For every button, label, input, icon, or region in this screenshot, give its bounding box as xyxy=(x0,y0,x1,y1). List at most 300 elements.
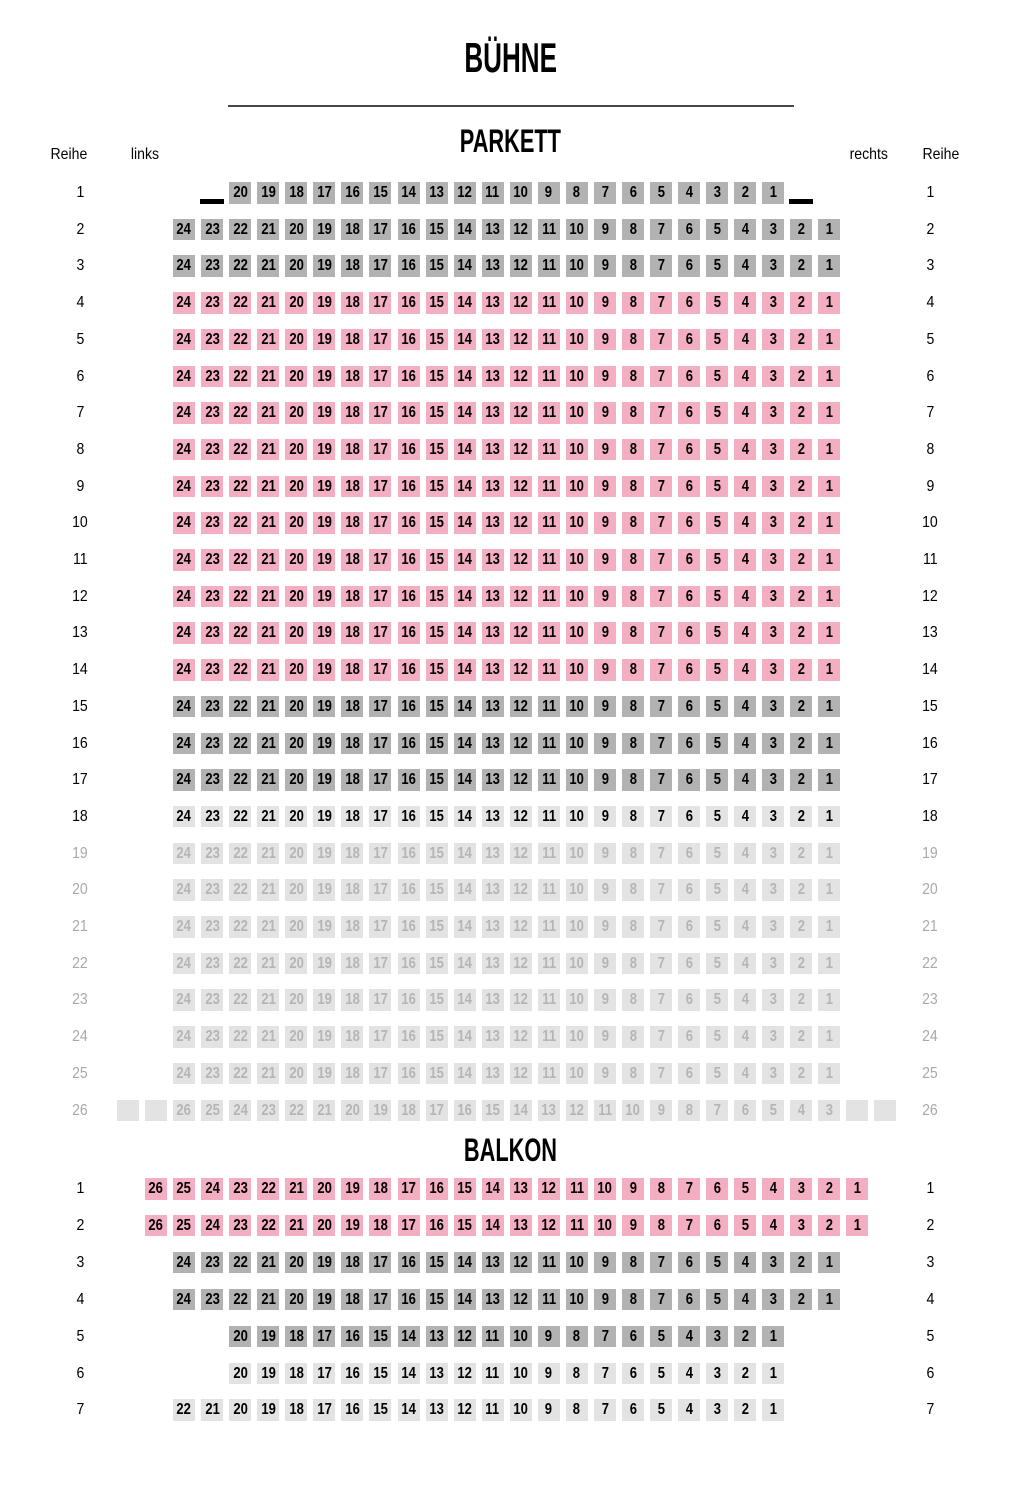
seat-parkett-r14-7[interactable] xyxy=(650,659,672,681)
seat-parkett-r1-13[interactable] xyxy=(426,182,448,204)
seat-parkett-r8-18[interactable] xyxy=(341,439,363,461)
seat-parkett-r6-15[interactable] xyxy=(426,366,448,388)
seat-parkett-r16-7[interactable] xyxy=(650,733,672,755)
seat-parkett-r1-6[interactable] xyxy=(622,182,644,204)
seat-parkett-r6-11[interactable] xyxy=(538,366,560,388)
seat-parkett-r1-14[interactable] xyxy=(398,182,420,204)
seat-parkett-r2-5[interactable] xyxy=(706,219,728,241)
seat-balkon-r4-15[interactable] xyxy=(426,1289,448,1311)
seat-parkett-r13-24[interactable] xyxy=(173,622,195,644)
seat-parkett-r2-23[interactable] xyxy=(201,219,223,241)
seat-parkett-r8-12[interactable] xyxy=(510,439,532,461)
seat-parkett-r13-19[interactable] xyxy=(313,622,335,644)
seat-balkon-r2-12[interactable] xyxy=(538,1215,560,1237)
seat-balkon-r2-18[interactable] xyxy=(369,1215,391,1237)
seat-parkett-r15-2[interactable] xyxy=(790,696,812,718)
seat-parkett-r4-24[interactable] xyxy=(173,292,195,314)
seat-balkon-r6-5[interactable] xyxy=(650,1363,672,1385)
seat-balkon-r1-4[interactable] xyxy=(762,1178,784,1200)
seat-balkon-r3-7[interactable] xyxy=(650,1252,672,1274)
seat-parkett-r16-6[interactable] xyxy=(678,733,700,755)
seat-parkett-r6-10[interactable] xyxy=(566,366,588,388)
seat-parkett-r12-1[interactable] xyxy=(818,586,840,608)
seat-parkett-r14-10[interactable] xyxy=(566,659,588,681)
seat-parkett-r9-18[interactable] xyxy=(341,476,363,498)
seat-balkon-r7-21[interactable] xyxy=(201,1399,223,1421)
seat-balkon-r7-9[interactable] xyxy=(538,1399,560,1421)
seat-balkon-r3-2[interactable] xyxy=(790,1252,812,1274)
seat-parkett-r8-14[interactable] xyxy=(454,439,476,461)
seat-balkon-r2-7[interactable] xyxy=(678,1215,700,1237)
seat-balkon-r7-13[interactable] xyxy=(426,1399,448,1421)
seat-parkett-r1-2[interactable] xyxy=(734,182,756,204)
seat-parkett-r8-2[interactable] xyxy=(790,439,812,461)
seat-parkett-r13-5[interactable] xyxy=(706,622,728,644)
seat-balkon-r1-23[interactable] xyxy=(229,1178,251,1200)
seat-parkett-r2-7[interactable] xyxy=(650,219,672,241)
seat-balkon-r1-11[interactable] xyxy=(566,1178,588,1200)
seat-parkett-r6-9[interactable] xyxy=(594,366,616,388)
seat-parkett-r18-8[interactable] xyxy=(622,806,644,828)
seat-parkett-r17-21[interactable] xyxy=(257,769,279,791)
seat-balkon-r1-15[interactable] xyxy=(454,1178,476,1200)
seat-parkett-r9-16[interactable] xyxy=(398,476,420,498)
seat-parkett-r12-20[interactable] xyxy=(285,586,307,608)
seat-parkett-r10-7[interactable] xyxy=(650,512,672,534)
seat-parkett-r12-14[interactable] xyxy=(454,586,476,608)
seat-parkett-r11-14[interactable] xyxy=(454,549,476,571)
seat-balkon-r6-19[interactable] xyxy=(257,1363,279,1385)
seat-parkett-r17-17[interactable] xyxy=(369,769,391,791)
seat-parkett-r9-11[interactable] xyxy=(538,476,560,498)
seat-parkett-r12-6[interactable] xyxy=(678,586,700,608)
seat-balkon-r1-26[interactable] xyxy=(145,1178,167,1200)
seat-parkett-r7-5[interactable] xyxy=(706,402,728,424)
seat-parkett-r17-7[interactable] xyxy=(650,769,672,791)
seat-balkon-r5-5[interactable] xyxy=(650,1326,672,1348)
seat-parkett-r11-8[interactable] xyxy=(622,549,644,571)
seat-parkett-r2-24[interactable] xyxy=(173,219,195,241)
seat-parkett-r15-3[interactable] xyxy=(762,696,784,718)
seat-parkett-r8-6[interactable] xyxy=(678,439,700,461)
seat-balkon-r1-16[interactable] xyxy=(426,1178,448,1200)
seat-balkon-r6-8[interactable] xyxy=(566,1363,588,1385)
seat-parkett-r16-1[interactable] xyxy=(818,733,840,755)
seat-parkett-r7-7[interactable] xyxy=(650,402,672,424)
seat-parkett-r2-6[interactable] xyxy=(678,219,700,241)
seat-parkett-r15-24[interactable] xyxy=(173,696,195,718)
seat-parkett-r10-22[interactable] xyxy=(229,512,251,534)
seat-parkett-r17-11[interactable] xyxy=(538,769,560,791)
seat-balkon-r5-3[interactable] xyxy=(706,1326,728,1348)
seat-parkett-r9-7[interactable] xyxy=(650,476,672,498)
seat-parkett-r13-3[interactable] xyxy=(762,622,784,644)
seat-parkett-r4-22[interactable] xyxy=(229,292,251,314)
seat-parkett-r9-9[interactable] xyxy=(594,476,616,498)
seat-parkett-r3-12[interactable] xyxy=(510,255,532,277)
seat-balkon-r6-10[interactable] xyxy=(510,1363,532,1385)
seat-parkett-r9-1[interactable] xyxy=(818,476,840,498)
seat-parkett-r14-24[interactable] xyxy=(173,659,195,681)
seat-parkett-r6-19[interactable] xyxy=(313,366,335,388)
seat-parkett-r4-14[interactable] xyxy=(454,292,476,314)
seat-parkett-r6-16[interactable] xyxy=(398,366,420,388)
seat-parkett-r10-20[interactable] xyxy=(285,512,307,534)
seat-parkett-r8-10[interactable] xyxy=(566,439,588,461)
seat-parkett-r15-20[interactable] xyxy=(285,696,307,718)
seat-parkett-r5-15[interactable] xyxy=(426,329,448,351)
seat-parkett-r4-12[interactable] xyxy=(510,292,532,314)
seat-parkett-r13-7[interactable] xyxy=(650,622,672,644)
seat-parkett-r1-18[interactable] xyxy=(285,182,307,204)
seat-balkon-r5-11[interactable] xyxy=(482,1326,504,1348)
seat-balkon-r1-5[interactable] xyxy=(734,1178,756,1200)
seat-parkett-r3-15[interactable] xyxy=(426,255,448,277)
seat-parkett-r18-12[interactable] xyxy=(510,806,532,828)
seat-balkon-r5-20[interactable] xyxy=(229,1326,251,1348)
seat-parkett-r10-3[interactable] xyxy=(762,512,784,534)
seat-parkett-r15-1[interactable] xyxy=(818,696,840,718)
seat-balkon-r1-1[interactable] xyxy=(846,1178,868,1200)
seat-parkett-r2-10[interactable] xyxy=(566,219,588,241)
seat-parkett-r12-21[interactable] xyxy=(257,586,279,608)
seat-parkett-r3-18[interactable] xyxy=(341,255,363,277)
seat-balkon-r3-23[interactable] xyxy=(201,1252,223,1274)
seat-balkon-r3-17[interactable] xyxy=(369,1252,391,1274)
seat-balkon-r2-21[interactable] xyxy=(285,1215,307,1237)
seat-balkon-r4-18[interactable] xyxy=(341,1289,363,1311)
seat-balkon-r3-3[interactable] xyxy=(762,1252,784,1274)
seat-parkett-r3-2[interactable] xyxy=(790,255,812,277)
seat-parkett-r18-21[interactable] xyxy=(257,806,279,828)
seat-parkett-r5-11[interactable] xyxy=(538,329,560,351)
seat-balkon-r1-13[interactable] xyxy=(510,1178,532,1200)
seat-balkon-r5-12[interactable] xyxy=(454,1326,476,1348)
seat-parkett-r9-17[interactable] xyxy=(369,476,391,498)
seat-parkett-r3-19[interactable] xyxy=(313,255,335,277)
seat-parkett-r5-19[interactable] xyxy=(313,329,335,351)
seat-parkett-r18-19[interactable] xyxy=(313,806,335,828)
seat-parkett-r9-15[interactable] xyxy=(426,476,448,498)
seat-parkett-r11-19[interactable] xyxy=(313,549,335,571)
seat-parkett-r17-5[interactable] xyxy=(706,769,728,791)
seat-parkett-r4-5[interactable] xyxy=(706,292,728,314)
seat-parkett-r5-5[interactable] xyxy=(706,329,728,351)
seat-parkett-r7-6[interactable] xyxy=(678,402,700,424)
seat-balkon-r7-17[interactable] xyxy=(313,1399,335,1421)
seat-parkett-r4-9[interactable] xyxy=(594,292,616,314)
seat-parkett-r15-16[interactable] xyxy=(398,696,420,718)
seat-parkett-r10-15[interactable] xyxy=(426,512,448,534)
seat-parkett-r16-21[interactable] xyxy=(257,733,279,755)
seat-parkett-r5-9[interactable] xyxy=(594,329,616,351)
seat-parkett-r6-17[interactable] xyxy=(369,366,391,388)
seat-balkon-r6-4[interactable] xyxy=(678,1363,700,1385)
seat-parkett-r9-24[interactable] xyxy=(173,476,195,498)
seat-parkett-r15-7[interactable] xyxy=(650,696,672,718)
seat-parkett-r18-2[interactable] xyxy=(790,806,812,828)
seat-parkett-r15-14[interactable] xyxy=(454,696,476,718)
seat-parkett-r18-10[interactable] xyxy=(566,806,588,828)
seat-balkon-r7-8[interactable] xyxy=(566,1399,588,1421)
seat-parkett-r5-16[interactable] xyxy=(398,329,420,351)
seat-parkett-r11-9[interactable] xyxy=(594,549,616,571)
seat-balkon-r4-14[interactable] xyxy=(454,1289,476,1311)
seat-balkon-r6-16[interactable] xyxy=(341,1363,363,1385)
seat-parkett-r2-22[interactable] xyxy=(229,219,251,241)
seat-parkett-r12-24[interactable] xyxy=(173,586,195,608)
seat-parkett-r7-16[interactable] xyxy=(398,402,420,424)
seat-parkett-r11-23[interactable] xyxy=(201,549,223,571)
seat-parkett-r13-12[interactable] xyxy=(510,622,532,644)
seat-parkett-r16-23[interactable] xyxy=(201,733,223,755)
seat-parkett-r12-15[interactable] xyxy=(426,586,448,608)
seat-balkon-r5-9[interactable] xyxy=(538,1326,560,1348)
seat-parkett-r2-18[interactable] xyxy=(341,219,363,241)
seat-parkett-r2-1[interactable] xyxy=(818,219,840,241)
seat-balkon-r4-6[interactable] xyxy=(678,1289,700,1311)
seat-parkett-r8-7[interactable] xyxy=(650,439,672,461)
seat-parkett-r15-19[interactable] xyxy=(313,696,335,718)
seat-balkon-r2-10[interactable] xyxy=(594,1215,616,1237)
seat-balkon-r3-20[interactable] xyxy=(285,1252,307,1274)
seat-balkon-r7-16[interactable] xyxy=(341,1399,363,1421)
seat-parkett-r8-17[interactable] xyxy=(369,439,391,461)
seat-balkon-r2-3[interactable] xyxy=(790,1215,812,1237)
seat-parkett-r16-22[interactable] xyxy=(229,733,251,755)
seat-balkon-r3-19[interactable] xyxy=(313,1252,335,1274)
seat-parkett-r12-8[interactable] xyxy=(622,586,644,608)
seat-parkett-r6-4[interactable] xyxy=(734,366,756,388)
seat-parkett-r17-6[interactable] xyxy=(678,769,700,791)
seat-parkett-r11-16[interactable] xyxy=(398,549,420,571)
seat-parkett-r14-2[interactable] xyxy=(790,659,812,681)
seat-parkett-r4-6[interactable] xyxy=(678,292,700,314)
seat-parkett-r8-13[interactable] xyxy=(482,439,504,461)
seat-parkett-r9-14[interactable] xyxy=(454,476,476,498)
seat-parkett-r1-7[interactable] xyxy=(594,182,616,204)
seat-parkett-r14-4[interactable] xyxy=(734,659,756,681)
seat-balkon-r5-16[interactable] xyxy=(341,1326,363,1348)
seat-balkon-r1-14[interactable] xyxy=(482,1178,504,1200)
seat-parkett-r6-22[interactable] xyxy=(229,366,251,388)
seat-balkon-r5-14[interactable] xyxy=(398,1326,420,1348)
seat-balkon-r1-2[interactable] xyxy=(818,1178,840,1200)
seat-balkon-r2-17[interactable] xyxy=(398,1215,420,1237)
seat-parkett-r13-14[interactable] xyxy=(454,622,476,644)
seat-parkett-r18-17[interactable] xyxy=(369,806,391,828)
seat-balkon-r3-15[interactable] xyxy=(426,1252,448,1274)
seat-parkett-r2-13[interactable] xyxy=(482,219,504,241)
seat-balkon-r3-9[interactable] xyxy=(594,1252,616,1274)
seat-balkon-r2-26[interactable] xyxy=(145,1215,167,1237)
seat-parkett-r3-6[interactable] xyxy=(678,255,700,277)
seat-parkett-r15-13[interactable] xyxy=(482,696,504,718)
seat-balkon-r1-20[interactable] xyxy=(313,1178,335,1200)
seat-parkett-r18-15[interactable] xyxy=(426,806,448,828)
seat-parkett-r9-4[interactable] xyxy=(734,476,756,498)
seat-balkon-r2-1[interactable] xyxy=(846,1215,868,1237)
seat-parkett-r18-22[interactable] xyxy=(229,806,251,828)
seat-parkett-r15-15[interactable] xyxy=(426,696,448,718)
seat-parkett-r10-17[interactable] xyxy=(369,512,391,534)
seat-parkett-r11-2[interactable] xyxy=(790,549,812,571)
seat-balkon-r4-4[interactable] xyxy=(734,1289,756,1311)
seat-parkett-r13-9[interactable] xyxy=(594,622,616,644)
seat-parkett-r10-8[interactable] xyxy=(622,512,644,534)
seat-balkon-r4-1[interactable] xyxy=(818,1289,840,1311)
seat-parkett-r3-4[interactable] xyxy=(734,255,756,277)
seat-balkon-r5-15[interactable] xyxy=(369,1326,391,1348)
seat-balkon-r1-17[interactable] xyxy=(398,1178,420,1200)
seat-balkon-r7-18[interactable] xyxy=(285,1399,307,1421)
seat-parkett-r16-4[interactable] xyxy=(734,733,756,755)
seat-parkett-r17-3[interactable] xyxy=(762,769,784,791)
seat-parkett-r2-17[interactable] xyxy=(369,219,391,241)
seat-parkett-r17-19[interactable] xyxy=(313,769,335,791)
seat-parkett-r7-18[interactable] xyxy=(341,402,363,424)
seat-parkett-r9-8[interactable] xyxy=(622,476,644,498)
seat-balkon-r4-9[interactable] xyxy=(594,1289,616,1311)
seat-parkett-r9-19[interactable] xyxy=(313,476,335,498)
seat-parkett-r15-4[interactable] xyxy=(734,696,756,718)
seat-parkett-r13-1[interactable] xyxy=(818,622,840,644)
seat-parkett-r1-16[interactable] xyxy=(341,182,363,204)
seat-parkett-r15-22[interactable] xyxy=(229,696,251,718)
seat-parkett-r6-5[interactable] xyxy=(706,366,728,388)
seat-parkett-r9-21[interactable] xyxy=(257,476,279,498)
seat-parkett-r3-24[interactable] xyxy=(173,255,195,277)
seat-balkon-r5-19[interactable] xyxy=(257,1326,279,1348)
seat-parkett-r15-6[interactable] xyxy=(678,696,700,718)
seat-parkett-r6-8[interactable] xyxy=(622,366,644,388)
seat-parkett-r4-16[interactable] xyxy=(398,292,420,314)
seat-parkett-r7-22[interactable] xyxy=(229,402,251,424)
seat-parkett-r8-21[interactable] xyxy=(257,439,279,461)
seat-balkon-r3-22[interactable] xyxy=(229,1252,251,1274)
seat-parkett-r16-2[interactable] xyxy=(790,733,812,755)
seat-parkett-r5-18[interactable] xyxy=(341,329,363,351)
seat-parkett-r10-18[interactable] xyxy=(341,512,363,534)
seat-parkett-r10-10[interactable] xyxy=(566,512,588,534)
seat-parkett-r15-11[interactable] xyxy=(538,696,560,718)
seat-balkon-r5-10[interactable] xyxy=(510,1326,532,1348)
seat-parkett-r8-1[interactable] xyxy=(818,439,840,461)
seat-parkett-r11-3[interactable] xyxy=(762,549,784,571)
seat-parkett-r17-22[interactable] xyxy=(229,769,251,791)
seat-parkett-r14-5[interactable] xyxy=(706,659,728,681)
seat-parkett-r9-3[interactable] xyxy=(762,476,784,498)
seat-parkett-r4-4[interactable] xyxy=(734,292,756,314)
seat-parkett-r10-24[interactable] xyxy=(173,512,195,534)
seat-parkett-r18-13[interactable] xyxy=(482,806,504,828)
seat-balkon-r1-24[interactable] xyxy=(201,1178,223,1200)
seat-parkett-r4-7[interactable] xyxy=(650,292,672,314)
seat-balkon-r6-1[interactable] xyxy=(762,1363,784,1385)
seat-balkon-r4-13[interactable] xyxy=(482,1289,504,1311)
seat-parkett-r18-1[interactable] xyxy=(818,806,840,828)
seat-balkon-r3-14[interactable] xyxy=(454,1252,476,1274)
seat-balkon-r2-4[interactable] xyxy=(762,1215,784,1237)
seat-balkon-r2-25[interactable] xyxy=(173,1215,195,1237)
seat-balkon-r2-9[interactable] xyxy=(622,1215,644,1237)
seat-balkon-r4-22[interactable] xyxy=(229,1289,251,1311)
seat-parkett-r8-20[interactable] xyxy=(285,439,307,461)
seat-parkett-r14-18[interactable] xyxy=(341,659,363,681)
seat-parkett-r17-13[interactable] xyxy=(482,769,504,791)
seat-parkett-r7-20[interactable] xyxy=(285,402,307,424)
seat-parkett-r17-20[interactable] xyxy=(285,769,307,791)
seat-parkett-r14-17[interactable] xyxy=(369,659,391,681)
seat-balkon-r4-20[interactable] xyxy=(285,1289,307,1311)
seat-parkett-r14-19[interactable] xyxy=(313,659,335,681)
seat-parkett-r7-21[interactable] xyxy=(257,402,279,424)
seat-balkon-r4-3[interactable] xyxy=(762,1289,784,1311)
seat-balkon-r1-3[interactable] xyxy=(790,1178,812,1200)
seat-parkett-r12-23[interactable] xyxy=(201,586,223,608)
seat-parkett-r13-10[interactable] xyxy=(566,622,588,644)
seat-balkon-r4-21[interactable] xyxy=(257,1289,279,1311)
seat-parkett-r8-9[interactable] xyxy=(594,439,616,461)
seat-balkon-r2-15[interactable] xyxy=(454,1215,476,1237)
seat-parkett-r11-10[interactable] xyxy=(566,549,588,571)
seat-parkett-r3-1[interactable] xyxy=(818,255,840,277)
seat-parkett-r11-18[interactable] xyxy=(341,549,363,571)
seat-balkon-r1-9[interactable] xyxy=(622,1178,644,1200)
seat-balkon-r6-9[interactable] xyxy=(538,1363,560,1385)
seat-parkett-r3-13[interactable] xyxy=(482,255,504,277)
seat-parkett-r2-19[interactable] xyxy=(313,219,335,241)
seat-parkett-r7-15[interactable] xyxy=(426,402,448,424)
seat-balkon-r7-1[interactable] xyxy=(762,1399,784,1421)
seat-parkett-r17-15[interactable] xyxy=(426,769,448,791)
seat-parkett-r1-5[interactable] xyxy=(650,182,672,204)
seat-parkett-r8-3[interactable] xyxy=(762,439,784,461)
seat-parkett-r14-6[interactable] xyxy=(678,659,700,681)
seat-parkett-r3-21[interactable] xyxy=(257,255,279,277)
seat-parkett-r13-13[interactable] xyxy=(482,622,504,644)
seat-balkon-r7-15[interactable] xyxy=(369,1399,391,1421)
seat-parkett-r14-22[interactable] xyxy=(229,659,251,681)
seat-parkett-r14-23[interactable] xyxy=(201,659,223,681)
seat-balkon-r2-20[interactable] xyxy=(313,1215,335,1237)
seat-parkett-r3-5[interactable] xyxy=(706,255,728,277)
seat-parkett-r9-6[interactable] xyxy=(678,476,700,498)
seat-parkett-r15-21[interactable] xyxy=(257,696,279,718)
seat-balkon-r4-12[interactable] xyxy=(510,1289,532,1311)
seat-parkett-r17-4[interactable] xyxy=(734,769,756,791)
seat-parkett-r7-17[interactable] xyxy=(369,402,391,424)
seat-balkon-r5-4[interactable] xyxy=(678,1326,700,1348)
seat-parkett-r10-21[interactable] xyxy=(257,512,279,534)
seat-balkon-r2-14[interactable] xyxy=(482,1215,504,1237)
seat-parkett-r18-9[interactable] xyxy=(594,806,616,828)
seat-parkett-r14-14[interactable] xyxy=(454,659,476,681)
seat-parkett-r2-12[interactable] xyxy=(510,219,532,241)
seat-parkett-r6-23[interactable] xyxy=(201,366,223,388)
seat-parkett-r10-16[interactable] xyxy=(398,512,420,534)
seat-parkett-r12-18[interactable] xyxy=(341,586,363,608)
seat-parkett-r13-21[interactable] xyxy=(257,622,279,644)
seat-parkett-r3-16[interactable] xyxy=(398,255,420,277)
seat-parkett-r5-23[interactable] xyxy=(201,329,223,351)
seat-balkon-r2-22[interactable] xyxy=(257,1215,279,1237)
seat-balkon-r6-11[interactable] xyxy=(482,1363,504,1385)
seat-parkett-r12-19[interactable] xyxy=(313,586,335,608)
seat-balkon-r6-12[interactable] xyxy=(454,1363,476,1385)
seat-parkett-r17-10[interactable] xyxy=(566,769,588,791)
seat-parkett-r11-5[interactable] xyxy=(706,549,728,571)
